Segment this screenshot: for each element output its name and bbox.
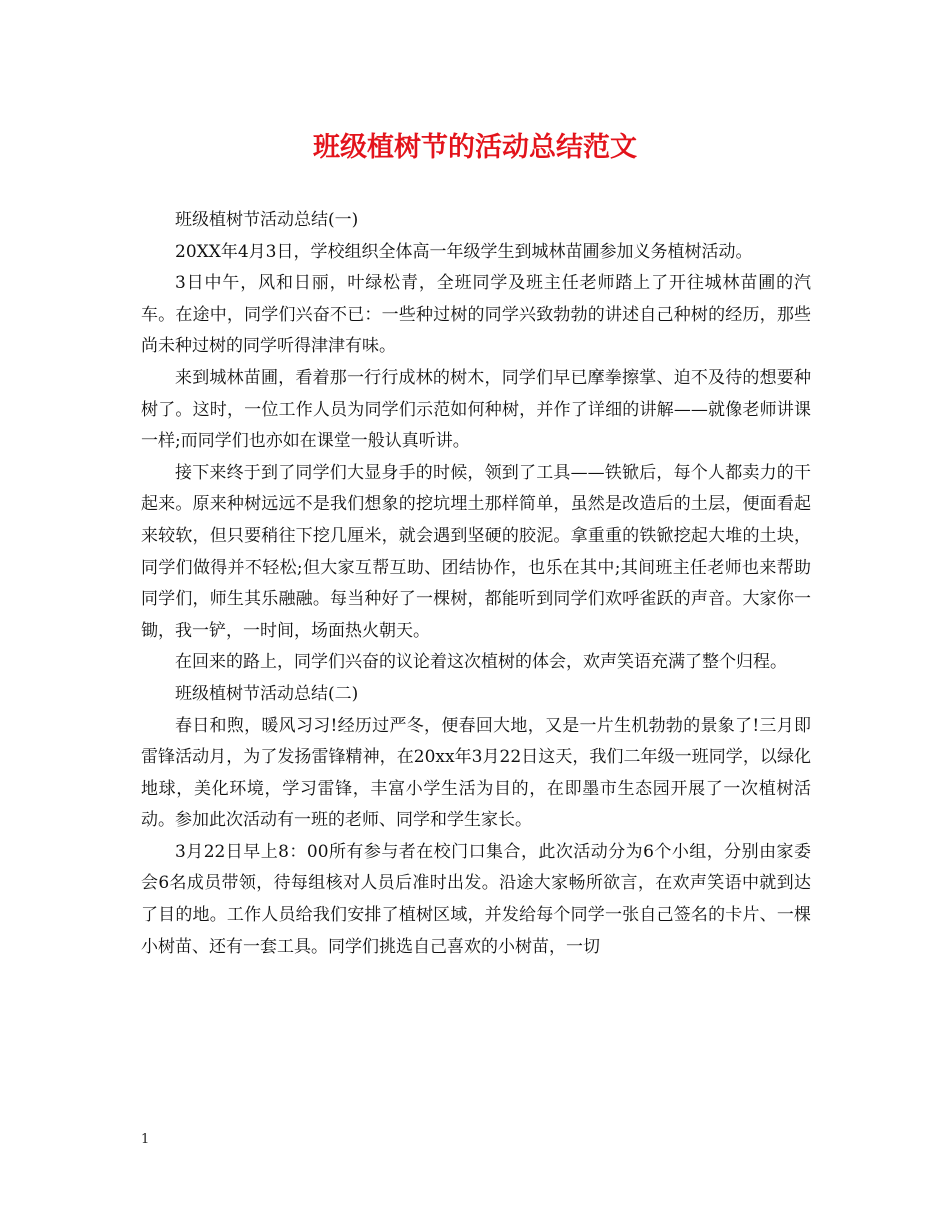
page-number: 1: [141, 1132, 150, 1147]
paragraph: 春日和煦，暖风习习!经历过严冬，便春回大地，又是一片生机勃勃的景象了!三月即雷锋活动月，为了发扬雷锋精神，在20xx年3月22日这天，我们二年级一班同学，以绿化地球，美化环境，学习雷锋，丰富小学生活为目的，在即墨市生态园开展了一次植树活动。参加此次活动有一班的老师、同学和学生家长。: [141, 715, 811, 831]
paragraph: 3月22日早上8：00所有参与者在校门口集合，此次活动分为6个小组，分别由家委会6名成员带领，待每组核对人员后准时出发。沿途大家畅所欲言，在欢声笑语中就到达了目的地。工作人员给我们安排了植树区域，并发给每个同学一张自己签名的卡片、一棵小树苗、还有一套工具。同学们挑选自己喜欢的小树苗，一切: [141, 841, 811, 957]
paragraph: 3日中午，风和日丽，叶绿松青，全班同学及班主任老师踏上了开往城林苗圃的汽车。在途中，同学们兴奋不已：一些种过树的同学兴致勃勃的讲述自己种树的经历，那些尚未种过树的同学听得津津有味。: [141, 273, 811, 357]
paragraph: 来到城林苗圃，看着那一行行成林的树木，同学们早已摩拳擦掌、迫不及待的想要种树了。这时，一位工作人员为同学们示范如何种树，并作了详细的讲解——就像老师讲课一样;而同学们也亦如在课堂一般认真听讲。: [141, 367, 811, 452]
paragraph: 20XX年4月3日，学校组织全体高一年级学生到城林苗圃参加义务植树活动。: [175, 241, 753, 262]
document-title: 班级植树节的活动总结范文: [313, 132, 637, 163]
section-heading-2: 班级植树节活动总结(二): [175, 683, 359, 704]
section-heading-1: 班级植树节活动总结(一): [175, 210, 359, 230]
paragraph: 在回来的路上，同学们兴奋的议论着这次植树的体会，欢声笑语充满了整个归程。: [175, 652, 787, 673]
document-body: [141, 205, 811, 963]
paragraph: 接下来终于到了同学们大显身手的时候，领到了工具——铁锨后，每个人都卖力的干起来。原来种树远远不是我们想象的挖坑埋土那样简单，虽然是改造后的土层，便面看起来较软，但只要稍往下挖几厘米，就会遇到坚硬的胶泥。拿重重的铁锨挖起大堆的土块，同学们做得并不轻松;但大家互帮互助、团结协作，也乐在其中;其间班主任老师也来帮助同学们，师生其乐融融。每当种好了一棵树，都能听到同学们欢呼雀跃的声音。大家你一锄，我一铲，一时间，场面热火朝天。: [141, 462, 811, 641]
